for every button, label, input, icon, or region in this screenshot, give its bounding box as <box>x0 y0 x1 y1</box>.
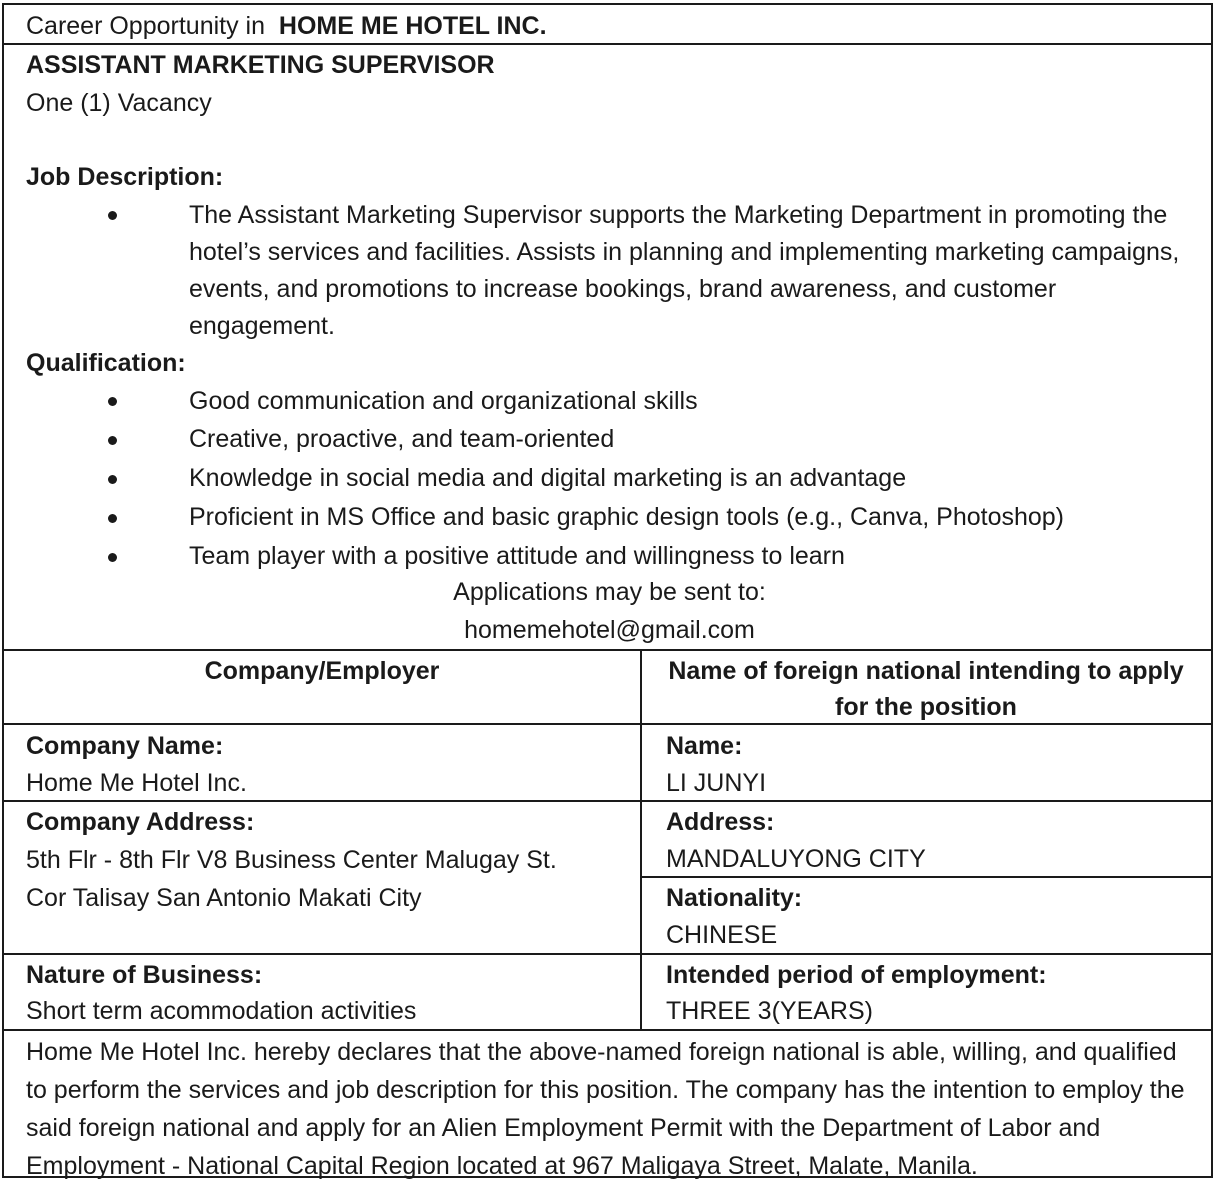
table-column-divider <box>640 649 642 1029</box>
header-prefix: Career Opportunity in <box>26 12 266 40</box>
bullet-icon <box>108 553 117 562</box>
address-value: MANDALUYONG CITY <box>666 845 926 873</box>
qualification-item: Team player with a positive attitude and willingness to learn <box>189 542 845 570</box>
job-description-heading: Job Description: <box>26 163 224 191</box>
foreign-name-label: Name: <box>666 732 743 760</box>
position-title: ASSISTANT MARKETING SUPERVISOR <box>26 51 495 79</box>
divider-table-top <box>4 649 1211 651</box>
qualification-item: Good communication and organizational skills <box>189 387 698 415</box>
foreign-name-value: LI JUNYI <box>666 769 767 797</box>
employment-period-value: THREE 3(YEARS) <box>666 997 873 1025</box>
header-line <box>26 8 547 45</box>
bullet-icon <box>108 436 117 445</box>
qualification-item: Proficient in MS Office and basic graphic design tools (e.g., Canva, Photoshop) <box>189 503 1065 531</box>
company-title: HOME ME HOTEL INC. <box>278 12 547 40</box>
job-description-text: The Assistant Marketing Supervisor supports the Marketing Department in promoting the hotel’s services and facilities. Assists in planning and implementing marketing campaigns, events, and promotions to increase bookings, brand awareness, and customer engagement. <box>189 201 1180 340</box>
bullet-icon <box>108 211 117 220</box>
table-left-header: Company/Employer <box>204 657 440 685</box>
qualification-heading: Qualification: <box>26 349 186 377</box>
divider-header <box>4 43 1211 45</box>
vacancy-count: One (1) Vacancy <box>26 89 212 117</box>
nature-of-business-value: Short term acommodation activities <box>26 997 417 1025</box>
divider-table-header <box>4 723 1211 725</box>
nature-of-business-label: Nature of Business: <box>26 961 263 989</box>
job-posting-document <box>2 3 1213 1178</box>
application-label: Applications may be sent to: <box>453 578 766 606</box>
company-address-value: 5th Flr - 8th Flr V8 Business Center Malugay St. Cor Talisay San Antonio Makati City <box>26 846 557 912</box>
qualification-item: Knowledge in social media and digital marketing is an advantage <box>189 464 907 492</box>
divider-address-nationality <box>640 876 1211 878</box>
address-label: Address: <box>666 808 775 836</box>
company-address-label: Company Address: <box>26 808 255 836</box>
application-email: homemehotel@gmail.com <box>464 616 755 644</box>
divider-table-bottom <box>4 1029 1211 1031</box>
declaration-text: Home Me Hotel Inc. hereby declares that the above-named foreign national is able, willing, and qualified to perform the services and job description for this position. The company has the intention to employ the said foreign national and apply for an Alien Employment Permit with the Department of Labor and Employment - National Capital Region located at 967 Maligaya Street, Malate, Manila. <box>26 1038 1185 1180</box>
table-right-header: Name of foreign national intending to apply for the position <box>668 657 1184 721</box>
divider-row-2 <box>4 953 1211 955</box>
divider-row-1 <box>4 800 1211 802</box>
bullet-icon <box>108 475 117 484</box>
company-name-value: Home Me Hotel Inc. <box>26 769 247 797</box>
nationality-value: CHINESE <box>666 921 778 949</box>
bullet-icon <box>108 514 117 523</box>
employment-period-label: Intended period of employment: <box>666 961 1047 989</box>
qualification-item: Creative, proactive, and team-oriented <box>189 425 615 453</box>
company-name-label: Company Name: <box>26 732 224 760</box>
bullet-icon <box>108 397 117 406</box>
nationality-label: Nationality: <box>666 884 803 912</box>
